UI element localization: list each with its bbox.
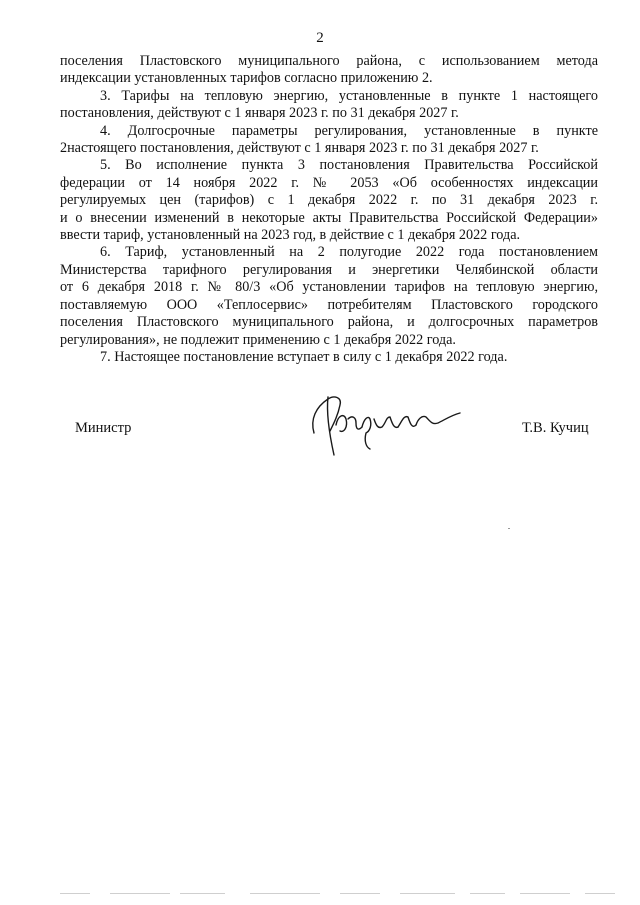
text-line: индексации установленных тарифов согласно приложению 2. [60, 70, 433, 87]
text-line: 5. Во исполнение пункта 3 постановления Правительства Российской [100, 157, 598, 174]
text-line: регулирования», не подлежит применению с 1 декабря 2022 года. [60, 331, 456, 348]
paragraph-continuation [60, 53, 598, 88]
text-line: поставляемую ООО «Теплосервис» потребителям Пластовского городского [60, 296, 598, 313]
text-line: 7. Настоящее постановление вступает в силу с 1 декабря 2022 года. [100, 348, 508, 365]
text-line: Министерства тарифного регулирования и энергетики Челябинской области [60, 261, 598, 278]
text-line: поселения Пластовского муниципального района, с использованием метода [60, 53, 598, 69]
document-body [60, 53, 598, 366]
paragraph-5 [60, 157, 598, 244]
signatory-role: Министр [75, 420, 132, 436]
footer-scan-artifact [60, 892, 620, 896]
paragraph-6 [60, 244, 598, 348]
handwritten-signature [300, 385, 470, 465]
text-line: 2настоящего постановления, действуют с 1 января 2023 г. по 31 декабря 2027 г. [60, 140, 539, 157]
text-line: постановления, действуют с 1 января 2023 г. по 31 декабря 2027 г. [60, 105, 459, 122]
paragraph-7 [60, 349, 598, 366]
text-line: и о внесении изменений в некоторые акты Правительства Российской Федерации» [60, 209, 598, 226]
text-line: 3. Тарифы на тепловую энергию, установленные в пункте 1 настоящего [100, 87, 598, 104]
text-line: регулируемых цен (тарифов) с 1 декабря 2022 г. по 31 декабря 2023 г. [60, 192, 598, 209]
text-line: поселения Пластовского муниципального района, и долгосрочных параметров [60, 314, 598, 331]
text-line: 4. Долгосрочные параметры регулирования, установленные в пункте [100, 122, 598, 139]
text-line: от 6 декабря 2018 г. № 80/3 «Об установлении тарифов на тепловую энергию, [60, 279, 598, 296]
paragraph-3 [60, 88, 598, 123]
scan-speck [508, 528, 510, 529]
text-line: ввести тариф, установленный на 2023 год, в действие с 1 декабря 2022 года. [60, 227, 521, 244]
signatory-name: Т.В. Кучиц [522, 420, 589, 436]
text-line: 6. Тариф, установленный на 2 полугодие 2022 года постановлением [100, 244, 598, 261]
paragraph-4 [60, 123, 598, 158]
page-number: 2 [316, 30, 324, 46]
text-line: федерации от 14 ноября 2022 г. № 2053 «Об особенностях индексации [60, 174, 598, 191]
